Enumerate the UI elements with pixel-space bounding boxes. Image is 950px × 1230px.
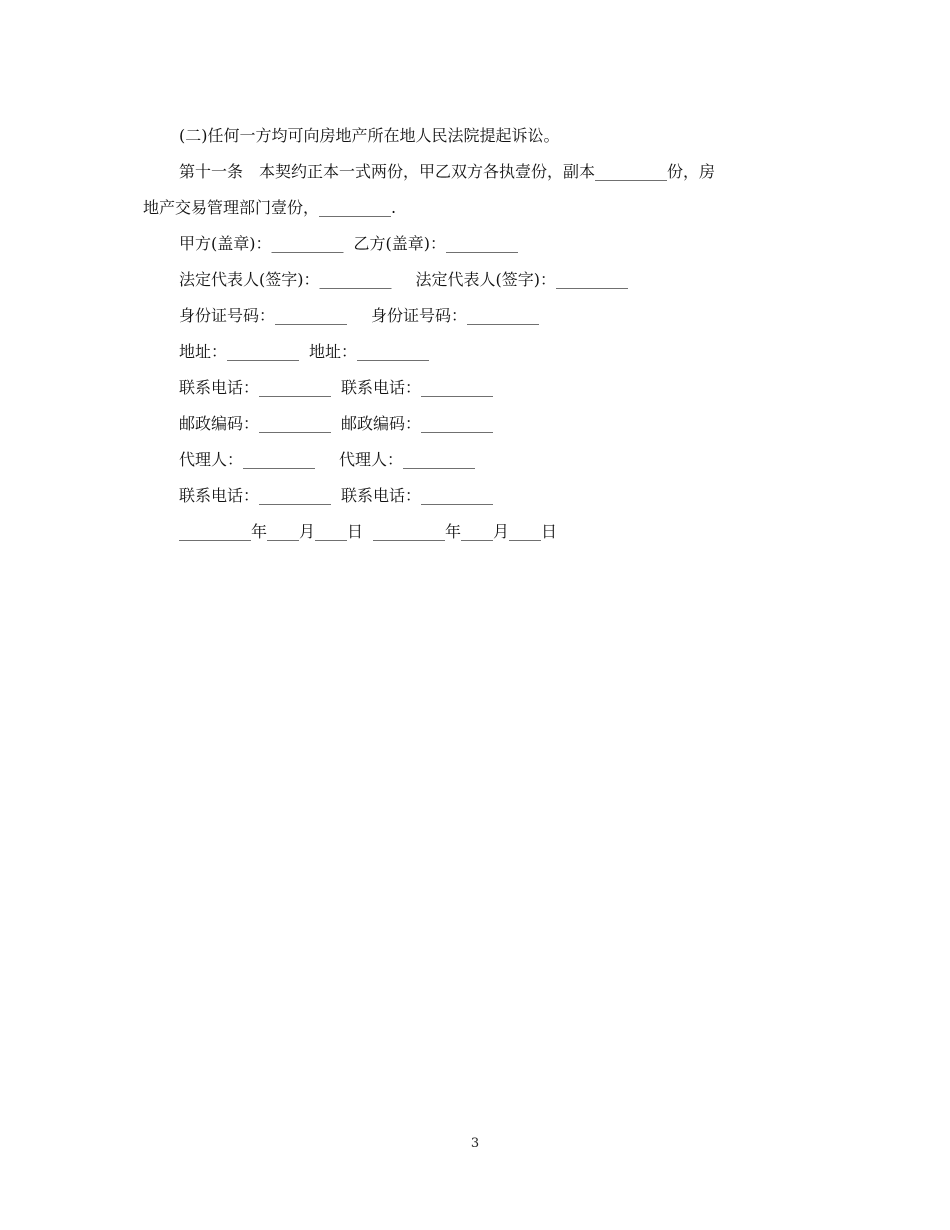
party-b-postal-code: 邮政编码：_________	[341, 414, 494, 433]
party-a-address: 地址：_________	[179, 342, 300, 361]
signature-row-agent	[143, 442, 813, 478]
party-b-seal: 乙方(盖章)：_________	[353, 234, 518, 253]
signature-row-phone	[143, 370, 813, 406]
party-a-agent-phone: 联系电话：_________	[179, 486, 332, 505]
party-b-phone: 联系电话：_________	[341, 378, 494, 397]
party-b-address: 地址：_________	[309, 342, 430, 361]
party-a-seal: 甲方(盖章)：_________	[179, 234, 344, 253]
signature-row-agent-phone	[143, 478, 813, 514]
signature-row-id-number	[143, 298, 813, 334]
document-body	[143, 118, 813, 550]
party-a-legal-rep: 法定代表人(签字)：_________	[179, 270, 392, 289]
party-b-id-number: 身份证号码：_________	[371, 306, 540, 325]
party-a-id-number: 身份证号码：_________	[179, 306, 348, 325]
party-b-agent: 代理人：_________	[339, 450, 476, 469]
signature-row-address	[143, 334, 813, 370]
party-b-date: _________年____月____日	[373, 522, 558, 541]
party-a-phone: 联系电话：_________	[179, 378, 332, 397]
party-a-postal-code: 邮政编码：_________	[179, 414, 332, 433]
party-b-agent-phone: 联系电话：_________	[341, 486, 494, 505]
party-a-agent: 代理人：_________	[179, 450, 316, 469]
paragraph-litigation: (二)任何一方均可向房地产所在地人民法院提起诉讼。	[179, 126, 560, 145]
signature-row-date	[143, 514, 813, 550]
signature-row-legal-rep	[143, 262, 813, 298]
signature-row-postal-code	[143, 406, 813, 442]
page-number: 3	[470, 1136, 480, 1151]
party-a-date: _________年____月____日	[179, 522, 364, 541]
party-b-legal-rep: 法定代表人(签字)：_________	[415, 270, 628, 289]
signature-row-seal	[143, 226, 813, 262]
paragraph-article-11-line-2: 地产交易管理部门壹份，_________.	[143, 198, 397, 217]
paragraph-article-11-line-1: 第十一条 本契约正本一式两份，甲乙双方各执壹份，副本_________份，房	[179, 162, 716, 181]
